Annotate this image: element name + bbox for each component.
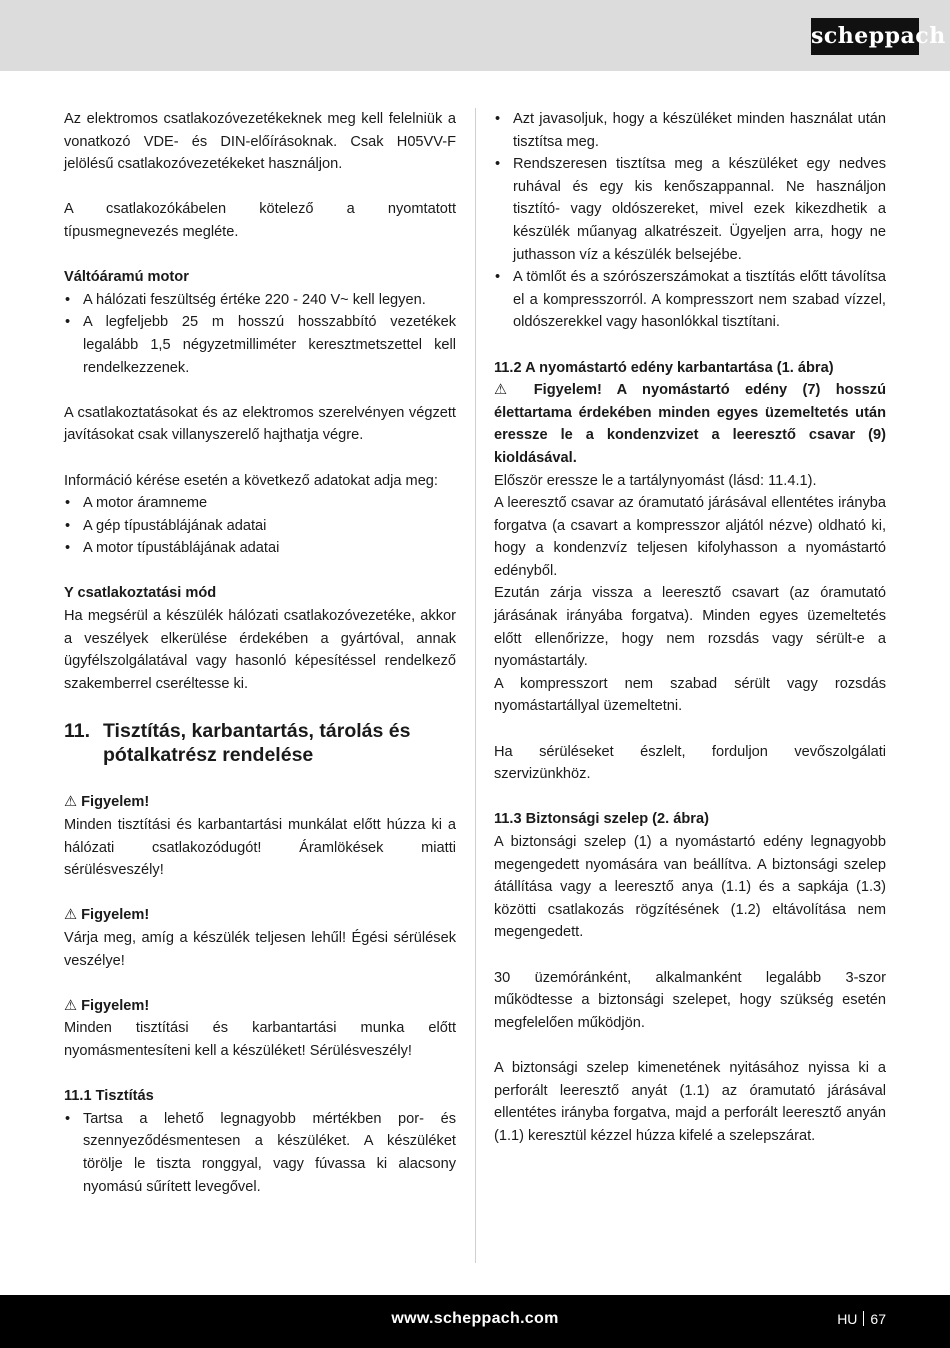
paragraph-cable-marking: A csatlakozókábelen kötelező a nyomtatott típusmegnevezés megléte. — [64, 201, 456, 240]
heading-ac-motor: Váltóáramú motor — [64, 269, 189, 286]
warning-text-depressurize: Minden tisztítási és karbantartási munka előtt nyomásmentesíteni kell a készüléket! Sérülésveszély! — [64, 1020, 456, 1059]
info-list — [64, 492, 456, 560]
list-item: • A gép típustáblájának adatai — [64, 515, 456, 538]
paragraph-info-request: Információ kérése esetén a következő adatokat adja meg: — [64, 472, 438, 489]
warning-label: ⚠ Figyelem! — [64, 997, 150, 1014]
cleaning-list — [64, 1108, 456, 1198]
list-item: • Azt javasoljuk, hogy a készüléket minden használat után tisztítsa meg. — [494, 108, 886, 153]
heading-safety-valve: 11.3 Biztonsági szelep (2. ábra) — [494, 811, 709, 828]
right-column — [494, 108, 886, 1147]
section-heading — [64, 719, 456, 767]
warning-text-unplug: Minden tisztítási és karbantartási munkálat előtt húzza ki a hálózati csatlakozódugót! Áramlökések miatti sérülésveszély! — [64, 817, 456, 879]
warning-label: ⚠ Figyelem! — [64, 794, 150, 811]
paragraph-no-damaged-tank: A kompresszort nem szabad sérült vagy rozsdás nyomástartállyal üzemeltetni. — [494, 675, 886, 715]
warning-condensate: ⚠ Figyelem! A nyomástartó edény (7) hosszú élettartama érdekében minden egyes üzemeltetés után eressze le a kondenzvizet a leeresztő csavar (9) kioldásával. — [494, 382, 886, 466]
section-number: 11. — [64, 720, 91, 743]
section-title: Tisztítás, karbantartás, tárolás és pótalkatrész rendelése — [103, 720, 411, 767]
list-item: • A tömlőt és a szórószerszámokat a tisztítás előtt távolítsa el a kompresszorról. A kompresszort nem szabad vízzel, oldószerekkel vagy hasonlókkal tisztítani. — [494, 266, 886, 334]
motor-list — [64, 289, 456, 379]
list-item: • A hálózati feszültség értéke 220 - 240 V~ kell legyen. — [64, 289, 456, 312]
list-item: • A motor áramneme — [64, 492, 456, 515]
scheppach-logo: scheppach — [811, 18, 919, 55]
paragraph-drain-screw: A leeresztő csavar az óramutató járásával ellentétes irányba forgatva (a csavart a kompresszor aljától nézve) oldható ki, hogy a kondenzvíz teljesen kifolyhasson a nyomástartó edényből. — [494, 495, 886, 579]
warning-text-cool: Várja meg, amíg a készülék teljesen lehűl! Égési sérülések veszélye! — [64, 930, 456, 969]
list-item: • Rendszeresen tisztítsa meg a készüléket egy nedves ruhával és egy kis kenőszappannal. Ne használjon tisztító- vagy oldószereket, mivel ezek kikezdhetik a készülék műanyag alkatrészeit. Ügyeljen arra, hogy ne juthasson víz a készülék belsejébe. — [494, 153, 886, 266]
paragraph-electrician: A csatlakoztatásokat és az elektromos szerelvényen végzett javításokat csak villanyszerelő hajthatja végre. — [64, 404, 456, 444]
list-item: • A legfeljebb 25 m hosszú hosszabbító vezetékek legalább 1,5 négyzetmilliméter keresztmetszettel kell rendelkezzenek. — [64, 311, 456, 379]
paragraph-release-pressure: Először eressze le a tartálynyomást (lásd: 11.4.1). — [494, 472, 817, 489]
column-divider — [475, 108, 476, 1263]
paragraph-safety-valve-operate: 30 üzemóránként, alkalmanként legalább 3-szor működtesse a biztonsági szelepet, hogy szükség esetén megfelelően működjön. — [494, 969, 886, 1031]
heading-cleaning: 11.1 Tisztítás — [64, 1088, 154, 1105]
heading-pressure-vessel: 11.2 A nyomástartó edény karbantartása (1. ábra) — [494, 359, 834, 376]
page-number — [837, 1311, 886, 1327]
paragraph-safety-valve-open: A biztonsági szelep kimenetének nyitásához nyissa ki a perforált leeresztő anyát (1.1) az óramutató járásával ellentétes irányba forgatva, majd a perforált leeresztő anyán (1.1) keresztül kézzel húzza kifelé a szelepszárat. — [494, 1059, 886, 1144]
paragraph-safety-valve-setting: A biztonsági szelep (1) a nyomástartó edény legnagyobb megengedett nyomására van beállítva. A biztonsági szelep átállítása vagy a leeresztő anya (1.1) és a sapkája (1.3) közötti csatlakozás rögzítésének (1.2) eltávolítása nem megengedett. — [494, 834, 886, 941]
list-item: • Tartsa a lehető legnagyobb mértékben por- és szennyeződésmentesen a készüléket. A készüléket törölje le tiszta ronggyal, vagy fúvassa ki alacsony nyomású sűrített levegővel. — [64, 1108, 456, 1198]
left-column — [64, 108, 456, 1198]
paragraph-y-connection: Ha megsérül a készülék hálózati csatlakozóvezetéke, akkor a veszélyek elkerülése érdekében a gyártóval, annak ügyfélszolgálatával vagy hasonló képesítéssel rendelkező szakemberrel cseréltesse ki. — [64, 608, 456, 692]
page-separator — [863, 1311, 864, 1326]
language-code: HU — [837, 1311, 858, 1327]
list-item: • A motor típustáblájának adatai — [64, 537, 456, 560]
paragraph-close-screw: Ezután zárja vissza a leeresztő csavart (az óramutató járásának irányába forgatva). Minden egyes üzemeltetés előtt ellenőrizze, hogy nem rozsdás vagy sérült-e a nyomástartály. — [494, 585, 886, 670]
paragraph-cable-standards: Az elektromos csatlakozóvezetékeknek meg kell felelniük a vonatkozó VDE- és DIN-előírásoknak. Csak H05VV-F jelölésű csatlakozóvezetékeket használjon. — [64, 111, 456, 173]
paragraph-service: Ha sérüléseket észlelt, forduljon vevőszolgálati szervizünkhöz. — [494, 743, 886, 783]
header-bar — [0, 0, 950, 71]
cleaning-list-continued — [494, 108, 886, 334]
page-number-value: 67 — [870, 1311, 886, 1327]
warning-label: ⚠ Figyelem! — [64, 907, 150, 924]
footer-bar — [0, 1295, 950, 1348]
website-link[interactable]: www.scheppach.com — [391, 1310, 559, 1327]
heading-y-connection: Y csatlakoztatási mód — [64, 585, 217, 602]
